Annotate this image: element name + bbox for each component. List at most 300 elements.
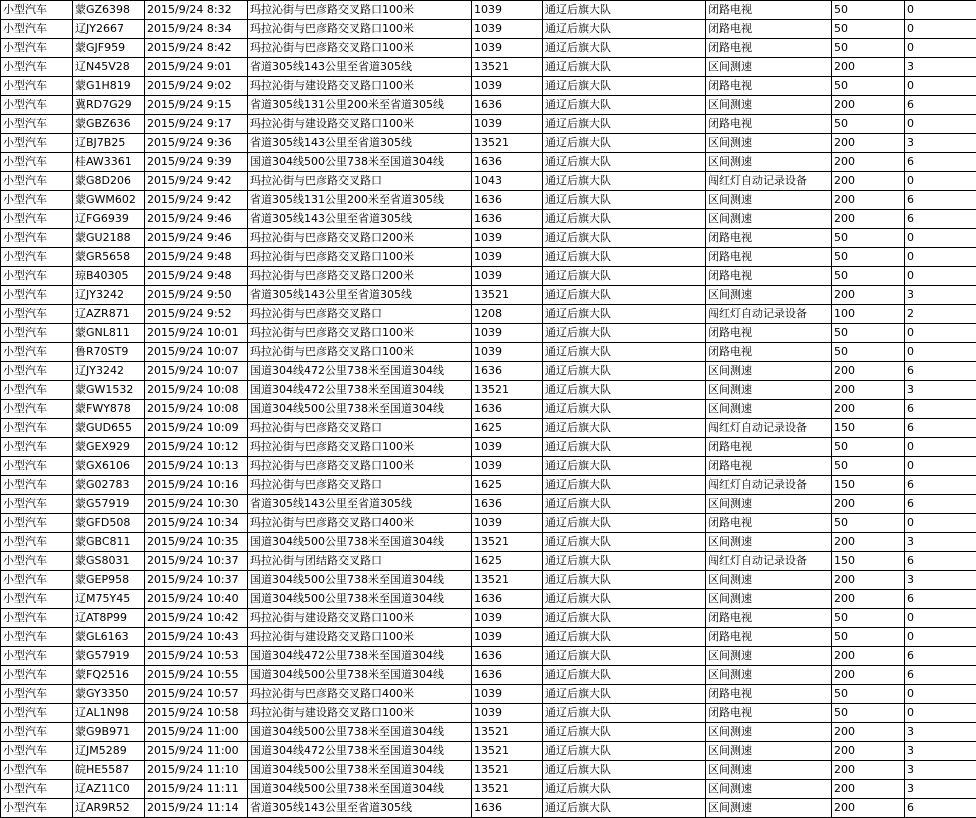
capture-device-cell: 闯红灯自动记录设备 (706, 476, 832, 495)
plate-number-cell: 辽M75Y45 (73, 590, 145, 609)
violation-time-cell: 2015/9/24 10:53 (145, 647, 248, 666)
penalty-points-cell: 6 (905, 362, 976, 381)
violation-time-cell: 2015/9/24 10:35 (145, 533, 248, 552)
violation-code-cell: 1636 (472, 799, 543, 818)
violation-time-cell: 2015/9/24 10:08 (145, 400, 248, 419)
violation-code-cell: 1039 (472, 20, 543, 39)
penalty-points-cell: 6 (905, 590, 976, 609)
fine-amount-cell: 50 (832, 438, 905, 457)
plate-number-cell: 冀RD7G29 (73, 96, 145, 115)
violation-time-cell: 2015/9/24 10:40 (145, 590, 248, 609)
capture-device-cell: 区间测速 (706, 153, 832, 172)
violation-code-cell: 1636 (472, 647, 543, 666)
penalty-points-cell: 6 (905, 476, 976, 495)
violation-code-cell: 1039 (472, 267, 543, 286)
violation-code-cell: 13521 (472, 286, 543, 305)
table-row (1, 172, 976, 191)
location-cell: 省道305线143公里至省道305线 (248, 799, 472, 818)
vehicle-type-cell: 小型汽车 (1, 362, 73, 381)
violation-code-cell: 1039 (472, 704, 543, 723)
fine-amount-cell: 200 (832, 761, 905, 780)
table-row (1, 609, 976, 628)
penalty-points-cell: 6 (905, 191, 976, 210)
location-cell: 玛拉沁街与巴彦路交叉路口100米 (248, 39, 472, 58)
location-cell: 国道304线472公里738米至国道304线 (248, 381, 472, 400)
fine-amount-cell: 50 (832, 514, 905, 533)
penalty-points-cell: 3 (905, 761, 976, 780)
violation-time-cell: 2015/9/24 9:02 (145, 77, 248, 96)
penalty-points-cell: 3 (905, 533, 976, 552)
fine-amount-cell: 200 (832, 666, 905, 685)
location-cell: 省道305线131公里200米至省道305线 (248, 96, 472, 115)
penalty-points-cell: 6 (905, 96, 976, 115)
location-cell: 国道304线500公里738米至国道304线 (248, 780, 472, 799)
plate-number-cell: 蒙GR5658 (73, 248, 145, 267)
plate-number-cell: 蒙GBZ636 (73, 115, 145, 134)
department-cell: 通辽后旗大队 (543, 191, 706, 210)
fine-amount-cell: 200 (832, 58, 905, 77)
vehicle-type-cell: 小型汽车 (1, 419, 73, 438)
capture-device-cell: 区间测速 (706, 191, 832, 210)
violation-code-cell: 1039 (472, 438, 543, 457)
capture-device-cell: 区间测速 (706, 362, 832, 381)
vehicle-type-cell: 小型汽车 (1, 742, 73, 761)
location-cell: 省道305线143公里至省道305线 (248, 286, 472, 305)
vehicle-type-cell: 小型汽车 (1, 438, 73, 457)
location-cell: 国道304线500公里738米至国道304线 (248, 400, 472, 419)
violation-code-cell: 1039 (472, 229, 543, 248)
capture-device-cell: 闭路电视 (706, 324, 832, 343)
violation-time-cell: 2015/9/24 9:46 (145, 210, 248, 229)
table-row (1, 419, 976, 438)
plate-number-cell: 辽AR9R52 (73, 799, 145, 818)
vehicle-type-cell: 小型汽车 (1, 685, 73, 704)
fine-amount-cell: 200 (832, 134, 905, 153)
violation-time-cell: 2015/9/24 9:50 (145, 286, 248, 305)
department-cell: 通辽后旗大队 (543, 514, 706, 533)
plate-number-cell: 蒙GS8031 (73, 552, 145, 571)
table-row (1, 20, 976, 39)
department-cell: 通辽后旗大队 (543, 248, 706, 267)
table-row (1, 761, 976, 780)
table-row (1, 286, 976, 305)
vehicle-type-cell: 小型汽车 (1, 590, 73, 609)
penalty-points-cell: 0 (905, 514, 976, 533)
fine-amount-cell: 200 (832, 381, 905, 400)
vehicle-type-cell: 小型汽车 (1, 286, 73, 305)
violation-code-cell: 13521 (472, 761, 543, 780)
location-cell: 省道305线143公里至省道305线 (248, 58, 472, 77)
violation-code-cell: 1043 (472, 172, 543, 191)
violation-code-cell: 13521 (472, 58, 543, 77)
penalty-points-cell: 2 (905, 305, 976, 324)
fine-amount-cell: 100 (832, 305, 905, 324)
violation-code-cell: 13521 (472, 533, 543, 552)
penalty-points-cell: 0 (905, 457, 976, 476)
location-cell: 玛拉沁街与巴彦路交叉路口 (248, 476, 472, 495)
department-cell: 通辽后旗大队 (543, 704, 706, 723)
location-cell: 国道304线472公里738米至国道304线 (248, 742, 472, 761)
table-row (1, 248, 976, 267)
location-cell: 国道304线500公里738米至国道304线 (248, 153, 472, 172)
violation-code-cell: 1039 (472, 77, 543, 96)
fine-amount-cell: 50 (832, 1, 905, 20)
penalty-points-cell: 0 (905, 39, 976, 58)
table-row (1, 742, 976, 761)
table-row (1, 495, 976, 514)
vehicle-type-cell: 小型汽车 (1, 799, 73, 818)
vehicle-type-cell: 小型汽车 (1, 248, 73, 267)
violation-code-cell: 1636 (472, 362, 543, 381)
violation-code-cell: 1039 (472, 685, 543, 704)
department-cell: 通辽后旗大队 (543, 780, 706, 799)
department-cell: 通辽后旗大队 (543, 419, 706, 438)
violation-code-cell: 1636 (472, 495, 543, 514)
penalty-points-cell: 6 (905, 210, 976, 229)
plate-number-cell: 皖HE5587 (73, 761, 145, 780)
capture-device-cell: 闭路电视 (706, 248, 832, 267)
vehicle-type-cell: 小型汽车 (1, 495, 73, 514)
penalty-points-cell: 6 (905, 799, 976, 818)
vehicle-type-cell: 小型汽车 (1, 305, 73, 324)
location-cell: 国道304线500公里738米至国道304线 (248, 590, 472, 609)
location-cell: 玛拉沁街与建设路交叉路口100米 (248, 628, 472, 647)
plate-number-cell: 蒙GBC811 (73, 533, 145, 552)
capture-device-cell: 区间测速 (706, 723, 832, 742)
violation-code-cell: 1636 (472, 400, 543, 419)
table-row (1, 39, 976, 58)
violation-time-cell: 2015/9/24 8:42 (145, 39, 248, 58)
violation-code-cell: 13521 (472, 381, 543, 400)
penalty-points-cell: 0 (905, 115, 976, 134)
fine-amount-cell: 150 (832, 419, 905, 438)
fine-amount-cell: 50 (832, 628, 905, 647)
violation-time-cell: 2015/9/24 8:34 (145, 20, 248, 39)
violation-code-cell: 1625 (472, 476, 543, 495)
location-cell: 玛拉沁街与巴彦路交叉路口100米 (248, 457, 472, 476)
penalty-points-cell: 0 (905, 324, 976, 343)
violation-time-cell: 2015/9/24 9:36 (145, 134, 248, 153)
penalty-points-cell: 0 (905, 343, 976, 362)
violation-code-cell: 1625 (472, 552, 543, 571)
plate-number-cell: 蒙G57919 (73, 495, 145, 514)
capture-device-cell: 闭路电视 (706, 267, 832, 286)
capture-device-cell: 区间测速 (706, 571, 832, 590)
vehicle-type-cell: 小型汽车 (1, 172, 73, 191)
plate-number-cell: 辽BJ7B25 (73, 134, 145, 153)
location-cell: 玛拉沁街与巴彦路交叉路口100米 (248, 248, 472, 267)
fine-amount-cell: 50 (832, 685, 905, 704)
fine-amount-cell: 200 (832, 400, 905, 419)
fine-amount-cell: 200 (832, 590, 905, 609)
department-cell: 通辽后旗大队 (543, 96, 706, 115)
violation-time-cell: 2015/9/24 8:32 (145, 1, 248, 20)
violation-time-cell: 2015/9/24 10:09 (145, 419, 248, 438)
table-row (1, 153, 976, 172)
fine-amount-cell: 200 (832, 362, 905, 381)
capture-device-cell: 区间测速 (706, 134, 832, 153)
violation-code-cell: 13521 (472, 723, 543, 742)
department-cell: 通辽后旗大队 (543, 1, 706, 20)
capture-device-cell: 区间测速 (706, 742, 832, 761)
violation-time-cell: 2015/9/24 10:12 (145, 438, 248, 457)
penalty-points-cell: 3 (905, 780, 976, 799)
violation-time-cell: 2015/9/24 9:42 (145, 172, 248, 191)
department-cell: 通辽后旗大队 (543, 457, 706, 476)
plate-number-cell: 蒙GEX929 (73, 438, 145, 457)
capture-device-cell: 闭路电视 (706, 39, 832, 58)
vehicle-type-cell: 小型汽车 (1, 647, 73, 666)
fine-amount-cell: 50 (832, 704, 905, 723)
penalty-points-cell: 6 (905, 666, 976, 685)
violation-time-cell: 2015/9/24 9:48 (145, 267, 248, 286)
violation-time-cell: 2015/9/24 10:16 (145, 476, 248, 495)
fine-amount-cell: 50 (832, 343, 905, 362)
fine-amount-cell: 50 (832, 115, 905, 134)
violation-time-cell: 2015/9/24 10:07 (145, 362, 248, 381)
violation-code-cell: 1039 (472, 457, 543, 476)
table-row (1, 704, 976, 723)
violation-time-cell: 2015/9/24 9:46 (145, 229, 248, 248)
location-cell: 玛拉沁街与巴彦路交叉路口100米 (248, 343, 472, 362)
department-cell: 通辽后旗大队 (543, 666, 706, 685)
fine-amount-cell: 200 (832, 571, 905, 590)
violation-code-cell: 1039 (472, 343, 543, 362)
plate-number-cell: 蒙G9B971 (73, 723, 145, 742)
location-cell: 玛拉沁街与团结路交叉路口 (248, 552, 472, 571)
location-cell: 玛拉沁街与巴彦路交叉路口200米 (248, 229, 472, 248)
plate-number-cell: 鲁R70ST9 (73, 343, 145, 362)
violation-time-cell: 2015/9/24 9:39 (145, 153, 248, 172)
violation-time-cell: 2015/9/24 10:43 (145, 628, 248, 647)
vehicle-type-cell: 小型汽车 (1, 343, 73, 362)
vehicle-type-cell: 小型汽车 (1, 324, 73, 343)
fine-amount-cell: 50 (832, 248, 905, 267)
vehicle-type-cell: 小型汽车 (1, 552, 73, 571)
violation-code-cell: 1636 (472, 666, 543, 685)
penalty-points-cell: 6 (905, 552, 976, 571)
table-row (1, 628, 976, 647)
plate-number-cell: 琼B40305 (73, 267, 145, 286)
table-row (1, 514, 976, 533)
capture-device-cell: 区间测速 (706, 647, 832, 666)
fine-amount-cell: 200 (832, 286, 905, 305)
fine-amount-cell: 200 (832, 799, 905, 818)
penalty-points-cell: 3 (905, 742, 976, 761)
department-cell: 通辽后旗大队 (543, 362, 706, 381)
vehicle-type-cell: 小型汽车 (1, 628, 73, 647)
capture-device-cell: 闭路电视 (706, 438, 832, 457)
plate-number-cell: 蒙GZ6398 (73, 1, 145, 20)
capture-device-cell: 闯红灯自动记录设备 (706, 419, 832, 438)
violation-code-cell: 13521 (472, 134, 543, 153)
department-cell: 通辽后旗大队 (543, 742, 706, 761)
department-cell: 通辽后旗大队 (543, 172, 706, 191)
plate-number-cell: 辽JY3242 (73, 362, 145, 381)
violation-time-cell: 2015/9/24 9:01 (145, 58, 248, 77)
capture-device-cell: 区间测速 (706, 533, 832, 552)
location-cell: 省道305线143公里至省道305线 (248, 134, 472, 153)
location-cell: 玛拉沁街与巴彦路交叉路口100米 (248, 1, 472, 20)
vehicle-type-cell: 小型汽车 (1, 20, 73, 39)
vehicle-type-cell: 小型汽车 (1, 210, 73, 229)
department-cell: 通辽后旗大队 (543, 153, 706, 172)
violation-time-cell: 2015/9/24 10:01 (145, 324, 248, 343)
penalty-points-cell: 0 (905, 609, 976, 628)
penalty-points-cell: 6 (905, 647, 976, 666)
department-cell: 通辽后旗大队 (543, 58, 706, 77)
department-cell: 通辽后旗大队 (543, 77, 706, 96)
vehicle-type-cell: 小型汽车 (1, 134, 73, 153)
plate-number-cell: 蒙GJF959 (73, 39, 145, 58)
capture-device-cell: 闭路电视 (706, 685, 832, 704)
department-cell: 通辽后旗大队 (543, 609, 706, 628)
fine-amount-cell: 200 (832, 533, 905, 552)
capture-device-cell: 区间测速 (706, 400, 832, 419)
violation-time-cell: 2015/9/24 11:14 (145, 799, 248, 818)
department-cell: 通辽后旗大队 (543, 381, 706, 400)
vehicle-type-cell: 小型汽车 (1, 533, 73, 552)
table-row (1, 552, 976, 571)
penalty-points-cell: 0 (905, 77, 976, 96)
plate-number-cell: 蒙FWY878 (73, 400, 145, 419)
department-cell: 通辽后旗大队 (543, 324, 706, 343)
location-cell: 玛拉沁街与巴彦路交叉路口400米 (248, 685, 472, 704)
penalty-points-cell: 3 (905, 723, 976, 742)
location-cell: 玛拉沁街与巴彦路交叉路口 (248, 172, 472, 191)
department-cell: 通辽后旗大队 (543, 39, 706, 58)
vehicle-type-cell: 小型汽车 (1, 780, 73, 799)
capture-device-cell: 闭路电视 (706, 609, 832, 628)
violation-code-cell: 1636 (472, 153, 543, 172)
penalty-points-cell: 0 (905, 248, 976, 267)
fine-amount-cell: 50 (832, 457, 905, 476)
department-cell: 通辽后旗大队 (543, 20, 706, 39)
department-cell: 通辽后旗大队 (543, 552, 706, 571)
violation-time-cell: 2015/9/24 11:00 (145, 723, 248, 742)
violation-time-cell: 2015/9/24 10:37 (145, 571, 248, 590)
capture-device-cell: 区间测速 (706, 96, 832, 115)
violation-time-cell: 2015/9/24 10:07 (145, 343, 248, 362)
location-cell: 玛拉沁街与巴彦路交叉路口 (248, 419, 472, 438)
fine-amount-cell: 150 (832, 552, 905, 571)
table-row (1, 115, 976, 134)
plate-number-cell: 辽JY2667 (73, 20, 145, 39)
table-row (1, 571, 976, 590)
department-cell: 通辽后旗大队 (543, 533, 706, 552)
table-row (1, 134, 976, 153)
fine-amount-cell: 200 (832, 96, 905, 115)
capture-device-cell: 区间测速 (706, 761, 832, 780)
capture-device-cell: 闭路电视 (706, 514, 832, 533)
plate-number-cell: 蒙GNL811 (73, 324, 145, 343)
plate-number-cell: 辽FG6939 (73, 210, 145, 229)
penalty-points-cell: 3 (905, 381, 976, 400)
vehicle-type-cell: 小型汽车 (1, 115, 73, 134)
table-row (1, 723, 976, 742)
fine-amount-cell: 200 (832, 647, 905, 666)
department-cell: 通辽后旗大队 (543, 761, 706, 780)
table-row (1, 324, 976, 343)
violation-code-cell: 1039 (472, 1, 543, 20)
fine-amount-cell: 200 (832, 742, 905, 761)
violation-code-cell: 1636 (472, 210, 543, 229)
vehicle-type-cell: 小型汽车 (1, 96, 73, 115)
capture-device-cell: 闭路电视 (706, 20, 832, 39)
violation-code-cell: 1039 (472, 115, 543, 134)
plate-number-cell: 蒙GEP958 (73, 571, 145, 590)
table-row (1, 666, 976, 685)
location-cell: 玛拉沁街与巴彦路交叉路口100米 (248, 20, 472, 39)
violation-code-cell: 1039 (472, 324, 543, 343)
department-cell: 通辽后旗大队 (543, 400, 706, 419)
penalty-points-cell: 0 (905, 229, 976, 248)
vehicle-type-cell: 小型汽车 (1, 571, 73, 590)
department-cell: 通辽后旗大队 (543, 267, 706, 286)
plate-number-cell: 辽AL1N98 (73, 704, 145, 723)
plate-number-cell: 蒙GX6106 (73, 457, 145, 476)
penalty-points-cell: 0 (905, 172, 976, 191)
department-cell: 通辽后旗大队 (543, 590, 706, 609)
violation-time-cell: 2015/9/24 9:42 (145, 191, 248, 210)
department-cell: 通辽后旗大队 (543, 286, 706, 305)
fine-amount-cell: 50 (832, 20, 905, 39)
fine-amount-cell: 200 (832, 210, 905, 229)
vehicle-type-cell: 小型汽车 (1, 191, 73, 210)
table-row (1, 362, 976, 381)
violation-time-cell: 2015/9/24 11:11 (145, 780, 248, 799)
capture-device-cell: 区间测速 (706, 590, 832, 609)
department-cell: 通辽后旗大队 (543, 305, 706, 324)
plate-number-cell: 辽AT8P99 (73, 609, 145, 628)
department-cell: 通辽后旗大队 (543, 647, 706, 666)
capture-device-cell: 区间测速 (706, 666, 832, 685)
penalty-points-cell: 3 (905, 286, 976, 305)
violation-time-cell: 2015/9/24 9:15 (145, 96, 248, 115)
penalty-points-cell: 0 (905, 20, 976, 39)
location-cell: 国道304线500公里738米至国道304线 (248, 723, 472, 742)
vehicle-type-cell: 小型汽车 (1, 77, 73, 96)
location-cell: 玛拉沁街与建设路交叉路口100米 (248, 704, 472, 723)
fine-amount-cell: 50 (832, 267, 905, 286)
fine-amount-cell: 200 (832, 153, 905, 172)
location-cell: 国道304线500公里738米至国道304线 (248, 571, 472, 590)
location-cell: 国道304线500公里738米至国道304线 (248, 761, 472, 780)
plate-number-cell: 蒙FQ2516 (73, 666, 145, 685)
department-cell: 通辽后旗大队 (543, 723, 706, 742)
capture-device-cell: 闭路电视 (706, 704, 832, 723)
department-cell: 通辽后旗大队 (543, 571, 706, 590)
violation-time-cell: 2015/9/24 10:58 (145, 704, 248, 723)
penalty-points-cell: 6 (905, 419, 976, 438)
plate-number-cell: 辽AZ11C0 (73, 780, 145, 799)
table-row (1, 590, 976, 609)
fine-amount-cell: 150 (832, 476, 905, 495)
fine-amount-cell: 200 (832, 495, 905, 514)
table-row (1, 457, 976, 476)
capture-device-cell: 区间测速 (706, 58, 832, 77)
penalty-points-cell: 6 (905, 153, 976, 172)
location-cell: 玛拉沁街与建设路交叉路口100米 (248, 77, 472, 96)
vehicle-type-cell: 小型汽车 (1, 723, 73, 742)
table-body (1, 1, 976, 818)
location-cell: 省道305线143公里至省道305线 (248, 495, 472, 514)
plate-number-cell: 辽AZR871 (73, 305, 145, 324)
plate-number-cell: 蒙GY3350 (73, 685, 145, 704)
table-row (1, 229, 976, 248)
violation-code-cell: 1636 (472, 191, 543, 210)
location-cell: 玛拉沁街与巴彦路交叉路口400米 (248, 514, 472, 533)
